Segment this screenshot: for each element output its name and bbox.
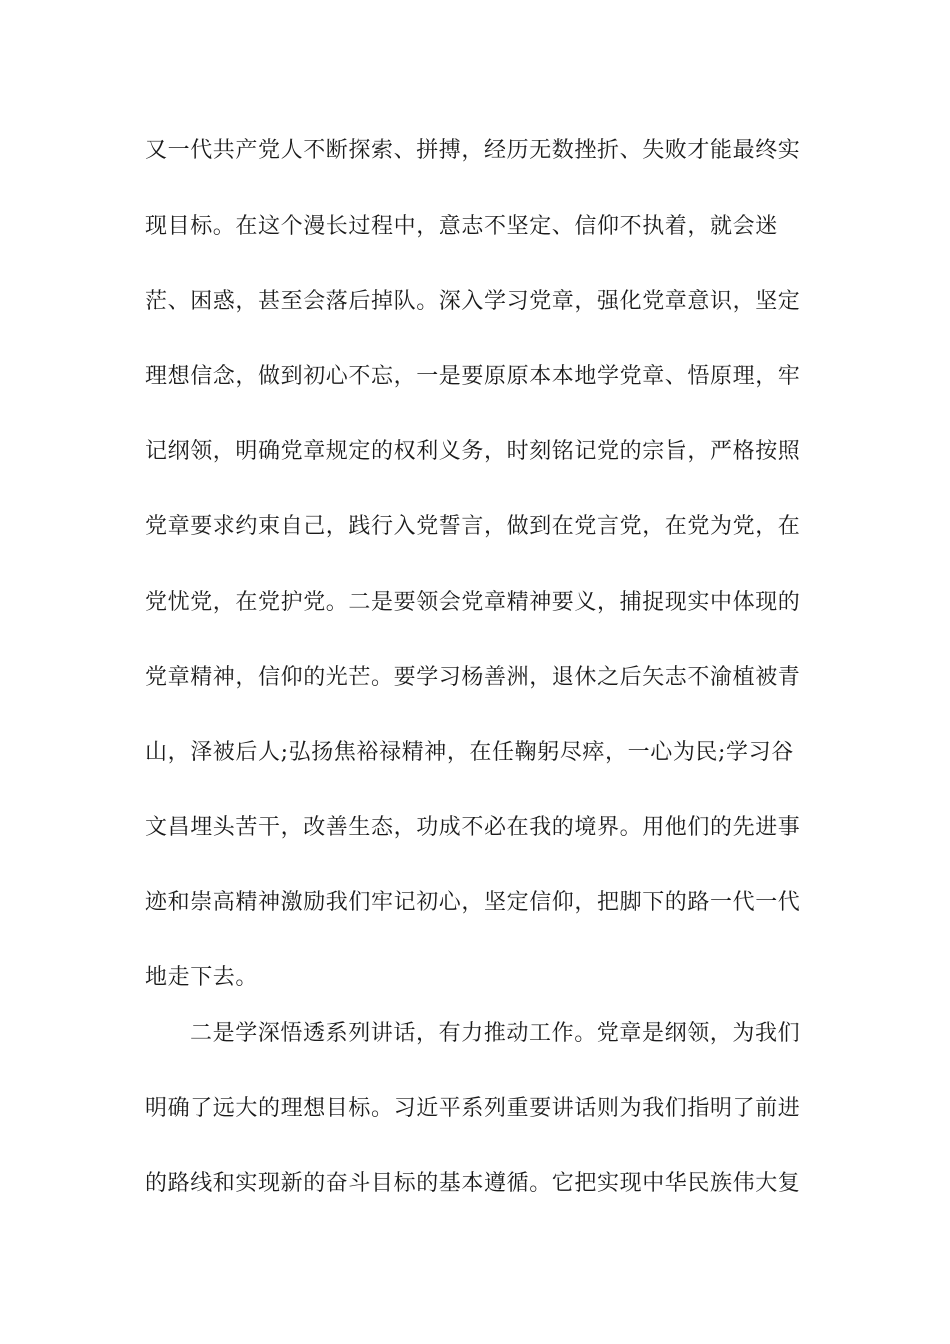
text-line: 又一代共产党人不断探索、拼搏，经历无数挫折、失败才能最终实 [145, 138, 801, 163]
text-line: 文昌埋头苦干，改善生态，功成不必在我的境界。用他们的先进事 [145, 815, 801, 840]
text-line: 理想信念，做到初心不忘，一是要原原本本地学党章、悟原理，牢 [145, 364, 801, 389]
text-line: 党忧党，在党护党。二是要领会党章精神要义，捕捉现实中体现的 [145, 590, 801, 615]
text-line: 茫、困惑，甚至会落后掉队。深入学习党章，强化党章意识，坚定 [145, 289, 801, 314]
text-line: 地走下去。 [145, 965, 259, 990]
text-line: 明确了远大的理想目标。习近平系列重要讲话则为我们指明了前进 [145, 1096, 801, 1121]
text-line: 山，泽被后人;弘扬焦裕禄精神，在任鞠躬尽瘁，一心为民;学习谷 [145, 740, 794, 765]
paragraph-first-line: 二是学深悟透系列讲话，有力推动工作。党章是纲领，为我们 [190, 1021, 801, 1046]
text-line: 记纲领，明确党章规定的权利义务，时刻铭记党的宗旨，严格按照 [145, 439, 801, 464]
text-line: 现目标。在这个漫长过程中，意志不坚定、信仰不执着，就会迷 [145, 214, 778, 239]
text-line: 党章要求约束自己，践行入党誓言，做到在党言党，在党为党，在 [145, 514, 801, 539]
text-line: 党章精神，信仰的光芒。要学习杨善洲，退休之后矢志不渝植被青 [145, 665, 801, 690]
text-line: 迹和崇高精神激励我们牢记初心，坚定信仰，把脚下的路一代一代 [145, 890, 801, 915]
text-line: 的路线和实现新的奋斗目标的基本遵循。它把实现中华民族伟大复 [145, 1171, 801, 1196]
